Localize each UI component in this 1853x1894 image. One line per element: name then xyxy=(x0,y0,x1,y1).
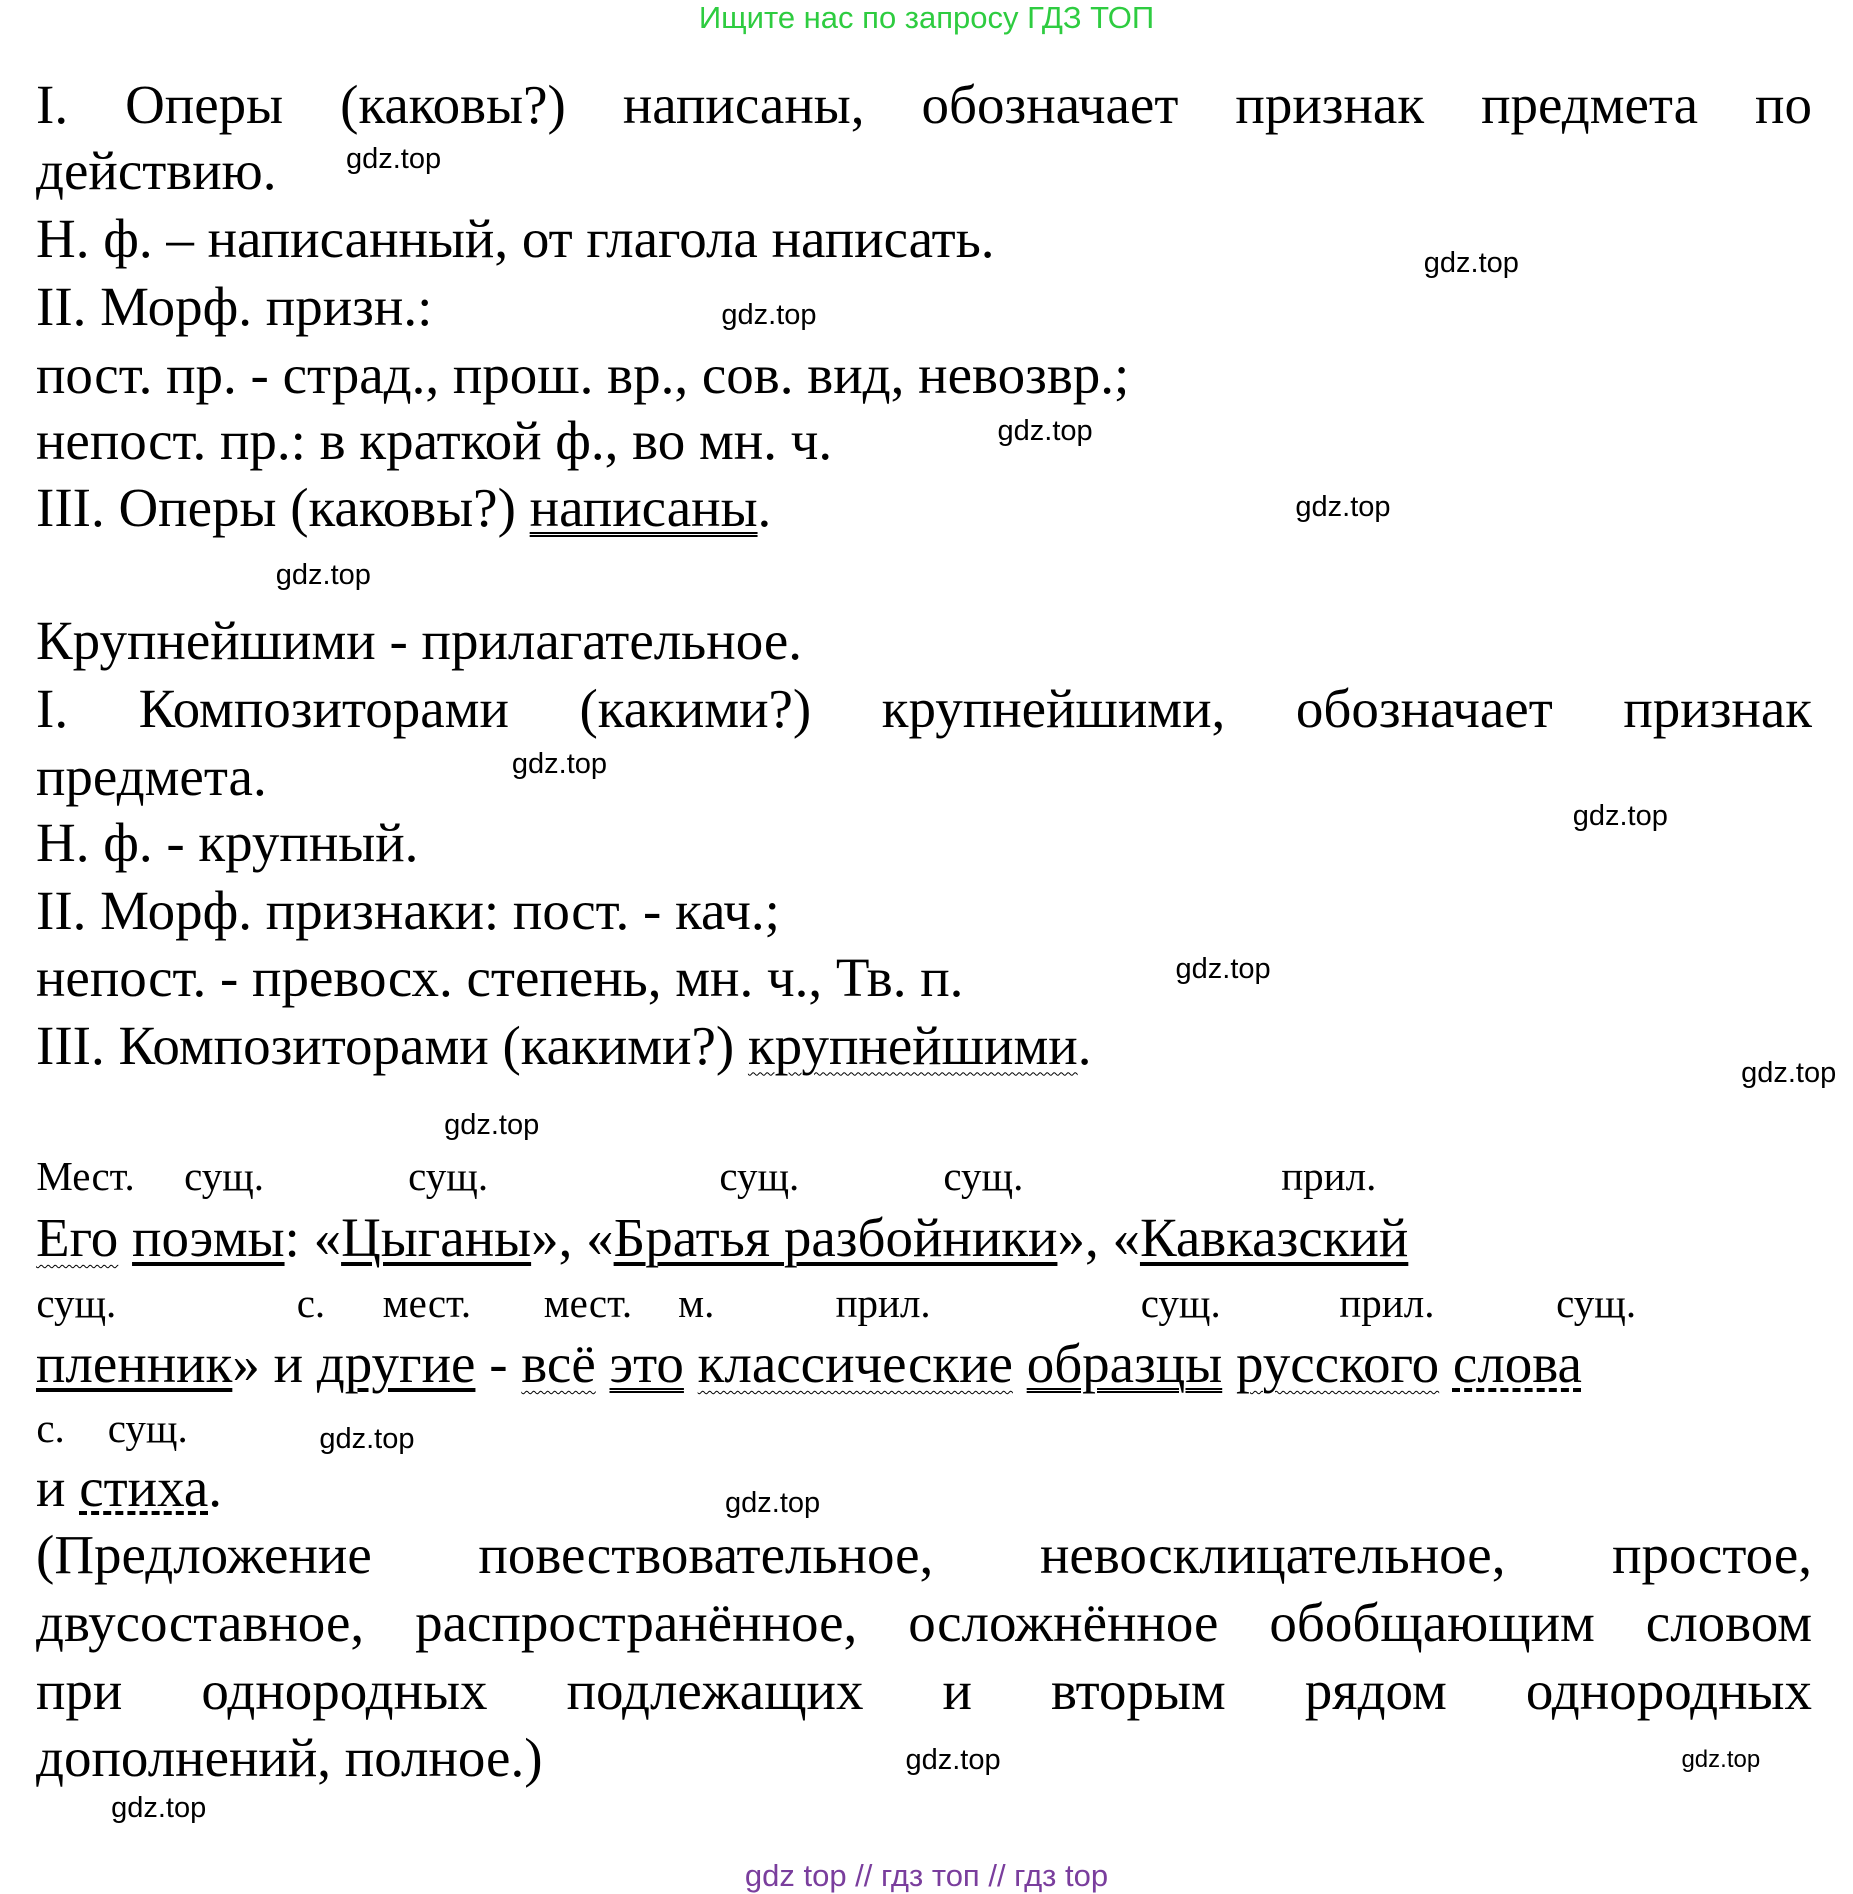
footer-banner: gdz top // гдз топ // гдз top xyxy=(744,1858,1109,1893)
underlined-word: другие xyxy=(316,1333,476,1394)
part-of-speech-label: сущ. xyxy=(107,1404,188,1451)
text-segment: », « xyxy=(531,1207,614,1269)
underlined-word: стиха xyxy=(79,1456,209,1518)
text-line xyxy=(36,341,1812,409)
text-line xyxy=(36,205,1812,273)
text-segment: III. Композиторами (какими?) xyxy=(36,1014,748,1076)
text-line xyxy=(36,407,1812,475)
text-line xyxy=(36,474,1812,542)
part-of-speech-label: сущ. xyxy=(1556,1280,1637,1327)
underlined-word: поэмы xyxy=(132,1207,285,1269)
watermark: gdz.top xyxy=(905,1743,1001,1776)
text-segment: Н. ф. – написанный, от глагола написать. xyxy=(36,207,995,269)
part-of-speech-label: м. xyxy=(678,1280,715,1327)
text-segment: . xyxy=(1077,1014,1092,1076)
watermark: gdz.top xyxy=(1175,952,1271,985)
watermark: gdz.top xyxy=(1741,1056,1837,1089)
text-segment: - xyxy=(475,1333,522,1394)
text-segment: . xyxy=(757,476,772,538)
underlined-word: Братья разбойники xyxy=(613,1207,1058,1269)
part-of-speech-label: прил. xyxy=(1339,1280,1435,1327)
text-line xyxy=(36,877,1812,945)
watermark: gdz.top xyxy=(275,559,371,592)
watermark: gdz.top xyxy=(345,142,442,175)
text-segment: при однородных подлежащих и вторым рядом однородных xyxy=(36,1659,1812,1721)
text-line xyxy=(36,944,1812,1012)
text-line xyxy=(36,273,1812,341)
text-segment: II. Морф. призн.: xyxy=(36,275,433,337)
text-segment: . xyxy=(208,1456,223,1518)
text-line xyxy=(36,1589,1812,1657)
part-of-speech-label: мест. xyxy=(382,1280,472,1327)
watermark: gdz.top xyxy=(997,415,1093,448)
watermark: gdz.top xyxy=(1681,1745,1761,1773)
text-segment: предмета. xyxy=(36,745,267,807)
part-of-speech-label: прил. xyxy=(1281,1153,1377,1200)
text-segment: I. Композиторами (какими?) крупнейшими, обозначает признак xyxy=(36,677,1812,739)
text-segment: II. Морф. признаки: пост. - кач.; xyxy=(36,880,780,942)
watermark: gdz.top xyxy=(1295,491,1391,524)
text-line xyxy=(36,1204,1812,1272)
text-line xyxy=(36,607,1812,675)
underlined-word: образцы xyxy=(1026,1333,1223,1394)
underlined-word: Цыганы xyxy=(341,1207,532,1269)
part-of-speech-label: сущ. xyxy=(184,1153,265,1200)
watermark: gdz.top xyxy=(319,1422,415,1455)
underlined-word: написаны xyxy=(529,476,758,538)
underlined-word: Кавказский xyxy=(1139,1207,1409,1269)
text-segment: действию. xyxy=(36,140,277,202)
text-line xyxy=(36,137,1812,205)
text-segment: двусоставное, распространённое, осложнённое обобщающим словом xyxy=(36,1592,1812,1654)
text-segment xyxy=(118,1207,132,1268)
text-segment: : « xyxy=(284,1207,342,1269)
text-segment: » и xyxy=(232,1333,317,1394)
part-of-speech-label: сущ. xyxy=(36,1280,117,1327)
text-line xyxy=(36,1330,1812,1398)
underlined-word: крупнейшими xyxy=(747,1014,1078,1076)
watermark: gdz.top xyxy=(721,298,817,331)
text-segment: Крупнейшими - прилагательное. xyxy=(36,610,803,672)
watermark: gdz.top xyxy=(725,1486,821,1519)
text-segment: непост. - превосх. степень, мн. ч., Тв. п. xyxy=(36,946,964,1008)
part-of-speech-label: Мест. xyxy=(36,1153,135,1200)
part-of-speech-label: мест. xyxy=(543,1280,633,1327)
text-segment: непост. пр.: в краткой ф., во мн. ч. xyxy=(36,410,833,472)
watermark: gdz.top xyxy=(111,1792,207,1825)
text-segment: дополнений, полное.) xyxy=(36,1726,543,1788)
part-of-speech-label: сущ. xyxy=(719,1153,800,1200)
text-segment: I. Оперы (каковы?) написаны, обозначает признак предмета по xyxy=(36,73,1812,135)
text-line xyxy=(36,1657,1812,1725)
underlined-word: Его xyxy=(36,1207,119,1269)
watermark: gdz.top xyxy=(1423,246,1519,279)
text-segment: », « xyxy=(1057,1207,1140,1269)
text-line xyxy=(36,675,1812,743)
text-segment: и xyxy=(36,1456,80,1518)
underlined-word: классические xyxy=(697,1333,1013,1394)
underlined-word: слова xyxy=(1452,1333,1582,1394)
text-line xyxy=(36,1521,1812,1589)
text-segment: пост. пр. - страд., прош. вр., сов. вид, невозвр.; xyxy=(36,343,1130,405)
watermark: gdz.top xyxy=(444,1109,540,1142)
text-line xyxy=(36,743,1812,811)
text-segment: Н. ф. - крупный. xyxy=(36,812,419,874)
watermark: gdz.top xyxy=(511,748,608,781)
text-segment xyxy=(684,1333,698,1394)
part-of-speech-label: сущ. xyxy=(943,1153,1024,1200)
text-segment xyxy=(596,1333,610,1394)
text-segment xyxy=(1439,1333,1453,1394)
text-line xyxy=(36,71,1812,139)
text-segment xyxy=(1013,1333,1027,1394)
part-of-speech-label: с. xyxy=(36,1404,65,1451)
underlined-word: пленник xyxy=(36,1333,233,1394)
underlined-word: это xyxy=(609,1333,684,1394)
text-line xyxy=(36,809,1812,877)
underlined-word: русского xyxy=(1235,1333,1440,1394)
text-segment xyxy=(1222,1333,1236,1394)
part-of-speech-label: с. xyxy=(296,1280,326,1327)
text-line xyxy=(36,1454,1812,1522)
text-line xyxy=(36,1012,1812,1080)
text-segment: III. Оперы (каковы?) xyxy=(36,476,530,538)
part-of-speech-label: прил. xyxy=(835,1280,931,1327)
part-of-speech-label: сущ. xyxy=(408,1153,489,1200)
header-banner: Ищите нас по запросу ГДЗ ТОП xyxy=(698,0,1155,35)
watermark: gdz.top xyxy=(1572,800,1668,833)
underlined-word: всё xyxy=(521,1333,596,1394)
text-segment: (Предложение повествовательное, невосклицательное, простое, xyxy=(36,1524,1812,1586)
part-of-speech-label: сущ. xyxy=(1140,1280,1221,1327)
